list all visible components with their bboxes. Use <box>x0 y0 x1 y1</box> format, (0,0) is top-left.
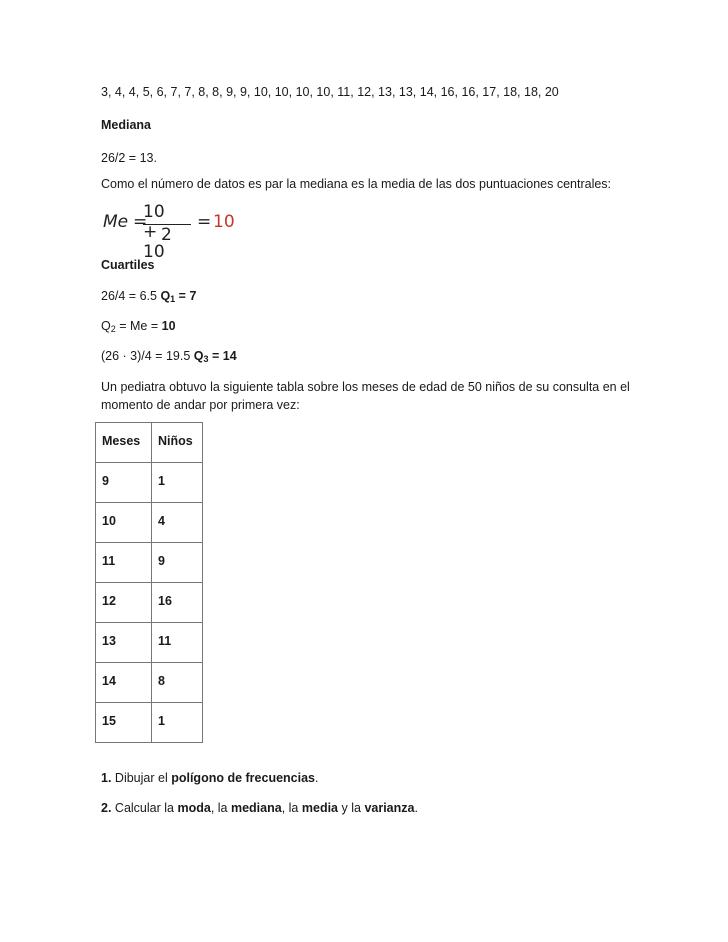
task-1: 1. Dibujar el polígono de frecuencias. <box>101 771 319 785</box>
table-row <box>96 703 203 743</box>
formula-equals-2: = <box>197 212 212 232</box>
table-row <box>96 663 203 703</box>
formula-numerator: 10 + 10 <box>143 202 165 262</box>
table-cell: 1 <box>152 703 203 743</box>
q3-calc: (26 · 3)/4 = 19.5 <box>101 349 191 363</box>
table-row <box>96 543 203 583</box>
q1-value: = 7 <box>178 289 197 303</box>
task-2: 2. Calcular la moda, la mediana, la media y la varianza. <box>101 801 418 815</box>
table-row <box>96 503 203 543</box>
data-series: 3, 4, 4, 5, 6, 7, 7, 8, 8, 9, 9, 10, 10, 10, 10, 11, 12, 13, 13, 14, 16, 16, 17, 18, 18, 20 <box>101 85 559 99</box>
table-cell: 16 <box>152 583 203 623</box>
table-cell: 11 <box>152 623 203 663</box>
table-cell: 9 <box>96 463 152 503</box>
table-cell: 13 <box>96 623 152 663</box>
table-row <box>96 583 203 623</box>
formula-equals: = <box>133 212 148 232</box>
frequency-table <box>95 422 203 743</box>
q1-label: Q <box>160 289 171 303</box>
q2-prefix: Q <box>101 319 111 333</box>
q3-label: Q <box>193 349 204 363</box>
mediana-heading: Mediana <box>101 118 152 132</box>
table-header-cell: Meses <box>96 423 152 463</box>
table-cell: 8 <box>152 663 203 703</box>
q1-calc: 26/4 = 6.5 <box>101 289 157 303</box>
table-cell: 14 <box>96 663 152 703</box>
mediana-calc: 26/2 = 13. <box>101 151 157 165</box>
q1-sub: 1 <box>170 294 176 304</box>
formula-denominator: 2 <box>161 225 172 245</box>
mediana-explanation: Como el número de datos es par la mediana es la media de las dos puntuaciones centrales: <box>101 177 612 191</box>
table-cell: 15 <box>96 703 152 743</box>
table-cell: 9 <box>152 543 203 583</box>
q2-mid: = Me = <box>119 319 159 333</box>
formula-result: 10 <box>213 212 235 232</box>
table-cell: 12 <box>96 583 152 623</box>
table-row <box>96 623 203 663</box>
problem-line-2: momento de andar por primera vez: <box>101 398 300 412</box>
q2-sub: 2 <box>110 324 116 334</box>
table-header-cell: Niños <box>152 423 203 463</box>
table-cell: 1 <box>152 463 203 503</box>
q3-value: = 14 <box>212 349 237 363</box>
table-cell: 10 <box>96 503 152 543</box>
problem-line-1: Un pediatra obtuvo la siguiente tabla sobre los meses de edad de 50 niños de su consulta en el <box>101 380 630 394</box>
q2-line <box>101 318 176 337</box>
table-row <box>96 463 203 503</box>
q1-line <box>101 288 196 307</box>
cuartiles-heading: Cuartiles <box>101 258 155 272</box>
table-cell: 4 <box>152 503 203 543</box>
q3-sub: 3 <box>203 354 209 364</box>
q2-value: 10 <box>161 319 176 333</box>
formula-me: Me <box>103 212 129 232</box>
table-header-row <box>96 423 203 463</box>
table-cell: 11 <box>96 543 152 583</box>
q3-line <box>101 348 237 367</box>
